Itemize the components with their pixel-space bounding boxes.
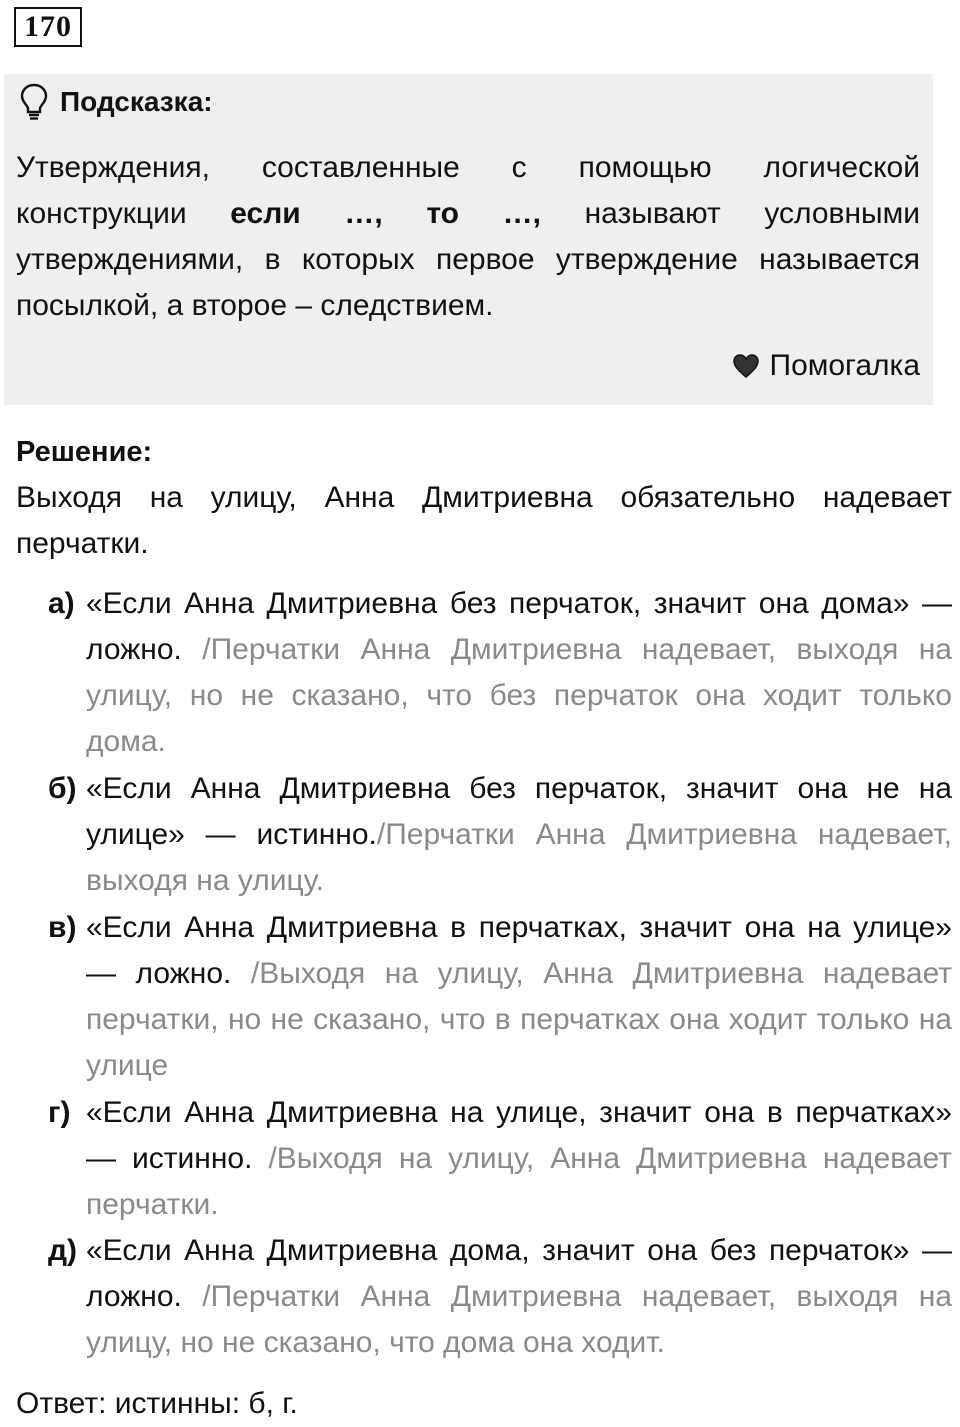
answer-item-g bbox=[48, 1090, 952, 1228]
item-note: /Перчатки Анна Дмитриевна надевает, выходя на улицу, но не сказано, что без перчаток она ходит только дома. bbox=[86, 633, 952, 758]
item-letter: в) bbox=[48, 911, 77, 944]
item-text: «Если Анна Дмитриевна на улице, значит она в перчатках» — истинно. /Выходя на улицу, Анна Дмитриевна надевает перчатки. bbox=[86, 1096, 952, 1221]
solution-intro: Выходя на улицу, Анна Дмитриевна обязательно надевает перчатки. bbox=[16, 481, 952, 560]
item-letter: г) bbox=[48, 1096, 71, 1129]
answer-item-a bbox=[48, 581, 952, 765]
brand-label bbox=[732, 344, 921, 388]
item-letter: а) bbox=[48, 587, 75, 620]
item-text: «Если Анна Дмитриевна без перчаток, значит она дома» — ложно. /Перчатки Анна Дмитриевна надевает, выходя на улицу, но не сказано, что без перчаток она ходит только дома. bbox=[86, 587, 952, 758]
item-letter: д) bbox=[48, 1234, 78, 1267]
item-note: /Выходя на улицу, Анна Дмитриевна надевает перчатки. bbox=[86, 1142, 952, 1221]
answer-item-v bbox=[48, 905, 952, 1089]
item-text: «Если Анна Дмитриевна без перчаток, значит она не на улице» — истинно./Перчатки Анна Дмитриевна надевает, выходя на улицу. bbox=[86, 772, 952, 897]
item-letter: б) bbox=[48, 772, 77, 805]
final-answer: Ответ: истинны: б, г. bbox=[16, 1387, 298, 1420]
item-note: /Выходя на улицу, Анна Дмитриевна надевает перчатки, но не сказано, что в перчатках она ходит только на улице bbox=[86, 957, 952, 1082]
item-text: «Если Анна Дмитриевна дома, значит она без перчаток» — ложно. /Перчатки Анна Дмитриевна надевает, выходя на улицу, но не сказано, что дома она ходит. bbox=[86, 1234, 952, 1359]
brand-name: Помогалка bbox=[769, 349, 920, 382]
hint-text: Утверждения, составленные с помощью логической конструкции если …, то …, называют условными утверждениями, в которых первое утверждение называется посылкой, а второе – следствием. bbox=[16, 151, 920, 322]
item-text: «Если Анна Дмитриевна в перчатках, значит она на улице» — ложно. /Выходя на улицу, Анна Дмитриевна надевает перчатки, но не сказано, что в перчатках она ходит только на улице bbox=[86, 911, 952, 1082]
hint-title: Подсказка: bbox=[60, 86, 213, 117]
item-note: /Перчатки Анна Дмитриевна надевает, выходя на улицу, но не сказано, что дома она ходит. bbox=[86, 1280, 952, 1359]
solution-title: Решение: bbox=[16, 436, 153, 468]
lightbulb-icon bbox=[18, 82, 50, 122]
answer-item-b bbox=[48, 766, 952, 904]
hint-header bbox=[18, 82, 213, 122]
answer-item-d bbox=[48, 1228, 952, 1366]
heart-icon bbox=[732, 353, 760, 379]
task-number: 170 bbox=[14, 7, 82, 47]
item-note: /Перчатки Анна Дмитриевна надевает, выходя на улицу. bbox=[86, 818, 952, 897]
hint-bold-construction: если …, то …, bbox=[230, 197, 541, 230]
